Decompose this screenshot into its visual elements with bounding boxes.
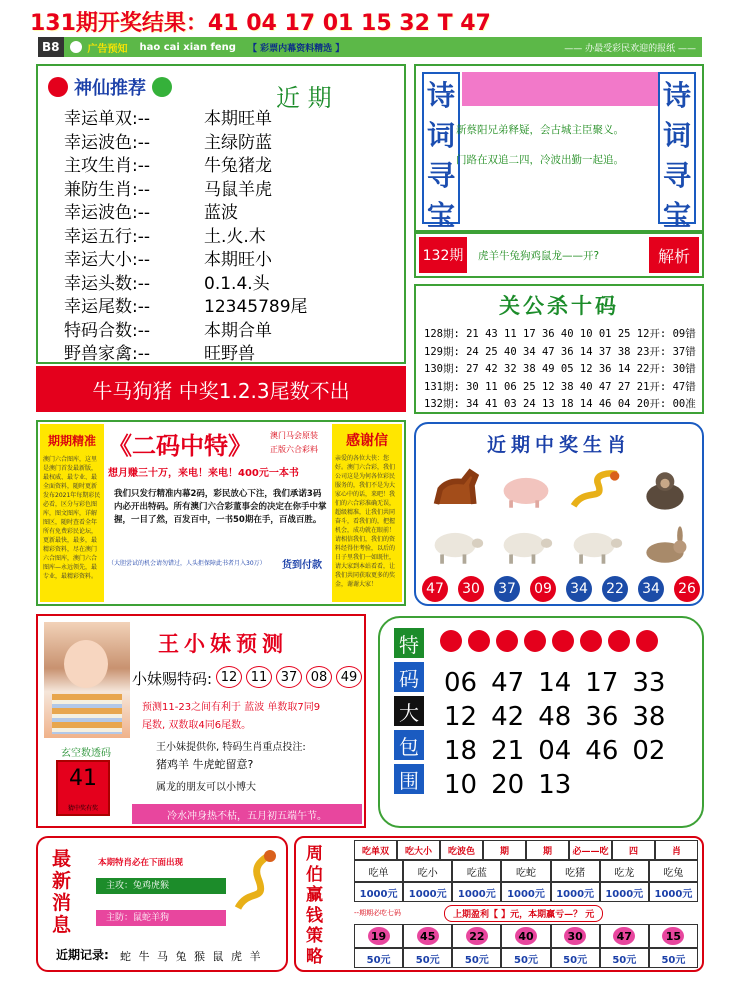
poem-line-2: 门路在双追二四，冷波出勤一起追。 — [456, 154, 624, 166]
section-select: 【 彩票内幕资料精选 】 — [247, 43, 345, 54]
wang-line-5: 属龙的朋友可以小博大 — [156, 782, 256, 793]
erma-body: 我们只发行精准内幕2码，彩民放心下注，我们承诺3码内必开出特码。所有澳门六合彩董事会的决定在你手中掌握，一目了然，百发百中，一书50期在手，百战百胜。 — [114, 489, 327, 525]
lucky-value: 本期合单 — [204, 320, 272, 341]
tema-row — [444, 770, 665, 804]
top-bar — [38, 37, 702, 57]
strategy-stake-cell: 50元 — [354, 948, 403, 968]
recent-ball: 09 — [530, 576, 556, 602]
kill-row: 132期: 34 41 03 24 13 18 14 46 04 20开: 00准 — [424, 398, 696, 410]
wang-label: 小妹赐特码: — [132, 670, 213, 688]
strategy-stake-cell: 50元 — [551, 948, 600, 968]
monkey-icon — [631, 462, 701, 518]
tema-num: 36 — [585, 702, 619, 732]
recent-ball: 34 — [566, 576, 592, 602]
wang-num: 49 — [336, 666, 362, 688]
strategy-bet-cell: 吃小 — [403, 860, 452, 882]
lucky-banner: 牛马狗猪 中奖1.2.3尾数不出 — [36, 366, 406, 412]
wang-line-4: 猪鸡羊 牛虎蛇留意? — [156, 758, 254, 771]
strategy-bet-cell: 吃单 — [354, 860, 403, 882]
strategy-amount-cell: 1000元 — [403, 882, 452, 902]
erma-foot: （大胆尝试的机会请勿错过，人头拒保障此书者月入30万） — [108, 560, 266, 567]
strategy-stake-cell: 50元 — [403, 948, 452, 968]
lucky-key: 主攻生肖:-- — [64, 156, 150, 176]
lucky-key: 特码合数:-- — [64, 320, 150, 341]
kill-row: 131期: 30 11 06 25 12 38 40 47 27 21开: 47错 — [424, 380, 696, 393]
wang-footer: 冷水冲身热不枯，五月初五端午节。 — [132, 804, 362, 824]
news-head: 本期特肖必在下面出现 — [98, 858, 184, 868]
strategy-stake-cell: 50元 — [452, 948, 501, 968]
tema-num: 48 — [538, 702, 572, 732]
avatar — [44, 622, 130, 738]
news-title-char: 最 — [52, 848, 72, 870]
slogan: —— 办最受彩民欢迎的报纸 —— — [564, 43, 696, 54]
strategy-profit: 上期盈利【 】元，本期赢亏—？ 元 — [444, 905, 603, 922]
strategy-head-cell: 吃大小 — [397, 840, 440, 860]
news-title-char: 消 — [52, 892, 72, 914]
issue-hint: 虎羊牛兔狗鸡鼠龙——开? — [478, 250, 600, 262]
shenxian-panel — [36, 64, 406, 364]
poem-line-1: 新蔡阳兄弟释疑，会古城主臣聚义。 — [456, 124, 624, 136]
wang-title: 王小妹预测 — [158, 632, 288, 656]
strategy-head-cell: 四 — [612, 840, 655, 860]
tema-num: 18 — [444, 736, 478, 766]
strategy-ball-cell — [600, 924, 649, 948]
strategy-stake-cell: 50元 — [501, 948, 550, 968]
tema-panel — [378, 616, 704, 828]
tema-num: 38 — [632, 702, 666, 732]
lucky-value: 0.1.4.头 — [204, 273, 270, 294]
lucky-row — [64, 179, 308, 203]
lucky-row — [64, 226, 308, 250]
strategy-amount-cell: 1000元 — [452, 882, 501, 902]
strategy-bet-cell: 吃蓝 — [452, 860, 501, 882]
lucky-key: 兼防生肖:-- — [64, 179, 150, 200]
rabbit-icon — [631, 518, 701, 574]
news-title-char: 息 — [52, 914, 72, 936]
red-dot-icon — [48, 77, 68, 97]
kill-ten-panel — [414, 284, 704, 414]
tema-num: 47 — [491, 668, 525, 698]
tema-side-char: 特 — [394, 628, 424, 658]
issue-badge: 132期 — [419, 237, 467, 273]
wang-line-3: 王小妹提供你, 特码生肖重点投注: — [156, 742, 306, 753]
lucky-value: 主绿防蓝 — [204, 132, 272, 153]
recent-ball: 22 — [602, 576, 628, 602]
wang-num: 12 — [216, 666, 242, 688]
strategy-side-char: 策 — [306, 926, 323, 946]
kill-rows — [424, 326, 696, 414]
lucky-key: 幸运尾数:-- — [64, 297, 150, 317]
strategy-head-cell: 必——吃 — [569, 840, 612, 860]
strategy-ball: 19 — [368, 927, 390, 945]
strategy-ball-cell — [452, 924, 501, 948]
strategy-amount-cell: 1000元 — [600, 882, 649, 902]
strategy-ball-cell — [501, 924, 550, 948]
tema-num: 20 — [491, 770, 525, 800]
issue-row — [414, 232, 704, 278]
tema-num: 04 — [538, 736, 572, 766]
lucky-row — [64, 155, 308, 179]
strategy-ball-cell — [403, 924, 452, 948]
strategy-head-cell: 吃单双 — [354, 840, 397, 860]
strategy-bet-cell: 吃蛇 — [501, 860, 550, 882]
green-dot-icon — [152, 77, 172, 97]
lucky-value: 牛兔猪龙 — [204, 156, 272, 176]
animal-grid — [422, 462, 700, 574]
recent-ball: 34 — [638, 576, 664, 602]
tema-side-char: 码 — [394, 662, 424, 692]
tema-num: 33 — [632, 668, 666, 698]
erma-slogan: 想月赚三十万，来电！来电！400元一本书 — [108, 468, 299, 479]
strategy-head-cell: 吃波色 — [440, 840, 483, 860]
tema-side-char: 包 — [394, 730, 424, 760]
lucky-value: 蓝波 — [204, 203, 238, 223]
tema-num: 17 — [585, 668, 619, 698]
lucky-key: 幸运波色:-- — [64, 203, 150, 223]
lucky-key: 幸运波色:-- — [64, 132, 150, 153]
tema-num: 42 — [491, 702, 525, 732]
strategy-hint: --期期必吃七码 — [354, 909, 402, 917]
erma-panel: 期期精准 澳门六合图库，这里是澳门首发最新版，最权威、最专业、最全面资料，随时更新发布2021年每期彩民必看，区分与彩色图库，图文图库，详解图区，随时查看全年所有免费彩民论坛，更新最快，最多，最精彩资料，尽在澳门六合图库，澳门六合图库—永远领先，最专业，最精彩资料。 《二码中特》 澳门马会原装 正版六合彩料 想月赚三十万，来电！来电！400元一本书 我们只发行精准内幕2码，彩民放心下注，我们承诺3码内必开出特码。所有澳门六合彩董事会的决定在你手中掌握，一目了然，百发百中，一书50期在手，百战百胜。 （大胆尝试的机会请勿错过，人头拒保障此书者月入30万） 货到付款 感谢信 亲爱的各位大侠：您好。澳门六合彩，我们公司这是为何各位彩民服务的，我们不是为大家心中的话，来吧！我们的六合彩准确无误，超级精准，让我们共同奋斗，看我们的，把握机会，成功就在眼前！请相信我们，我们的资料经得住考验，以后的日子里我们一如既往，请大家到本站看看，让我们共同获取更多的奖金，谢谢大家！ — [36, 420, 406, 606]
recent-animals-title: 近期中奖生肖 — [486, 434, 631, 456]
strategy-amount-cell: 1000元 — [354, 882, 403, 902]
recent-ball: 37 — [494, 576, 520, 602]
tema-num: 06 — [444, 668, 478, 698]
ball-row — [422, 576, 700, 602]
tema-num: 21 — [491, 736, 525, 766]
strategy-ball: 47 — [613, 927, 635, 945]
kill-row: 129期: 24 25 40 34 47 36 14 37 38 23开: 37错 — [424, 345, 696, 358]
tema-side — [394, 628, 424, 794]
dot-icon — [70, 41, 82, 53]
dragon-icon — [561, 462, 631, 518]
lucky-key: 幸运五行:-- — [64, 226, 150, 247]
draw-result-title: 131期开奖结果：41 04 17 01 15 32 T 47 — [30, 11, 491, 36]
strategy-ball: 30 — [564, 927, 586, 945]
lucky-row — [64, 202, 308, 226]
recent-ball: 26 — [674, 576, 700, 602]
erma-right-col: 感谢信 亲爱的各位大侠：您好。澳门六合彩，我们公司这是为何各位彩民服务的，我们不是为大家心中的话，来吧！我们的六合彩准确无误，超级精准，让我们共同奋斗，看我们的，把握机会，成功就在眼前！请相信我们，我们的资料经得住考验，以后的日子里我们一如既往，请大家到本站看看，让我们共同获取更多的奖金，谢谢大家！ — [332, 424, 402, 602]
strategy-ball-cell — [649, 924, 698, 948]
lucky-value: 旺野兽 — [204, 344, 255, 364]
strategy-head-cell: 期 — [483, 840, 526, 860]
lucky-value: 本期旺单 — [204, 109, 272, 129]
news-title — [52, 848, 71, 936]
news-title-char: 新 — [52, 870, 72, 892]
lucky-list — [64, 108, 308, 367]
poem-left-column: 诗 词 寻 宝 — [422, 72, 460, 224]
strategy-stake-cell: 50元 — [600, 948, 649, 968]
strategy-side-char: 周 — [306, 844, 323, 864]
lucky-row — [64, 132, 308, 156]
news-recent-label: 近期记录: — [56, 948, 109, 962]
horse-icon — [422, 462, 492, 518]
lucky-row — [64, 249, 308, 273]
lucky-row — [64, 320, 308, 344]
wang-panel — [36, 614, 366, 828]
lucky-value: 12345789尾 — [204, 297, 308, 317]
dragon-icon — [228, 848, 280, 920]
strategy-ball: 45 — [417, 927, 439, 945]
strategy-panel — [294, 836, 704, 972]
wang-line-2: 尾数, 双数取4同6尾数。 — [142, 720, 252, 731]
section-label: 广告预知 — [87, 43, 128, 55]
recent-ball: 47 — [422, 576, 448, 602]
erma-buy: 货到付款 — [282, 560, 322, 571]
strategy-bet-cell: 吃猪 — [551, 860, 600, 882]
strategy-side — [306, 844, 323, 967]
shenxian-title: 神仙推荐 — [74, 78, 146, 99]
page-badge: B8 — [38, 37, 64, 57]
tema-row — [444, 702, 665, 736]
tema-row — [444, 736, 665, 770]
strategy-head-cell: 肖 — [655, 840, 698, 860]
strategy-table — [354, 840, 698, 968]
strategy-ball: 22 — [466, 927, 488, 945]
tema-num: 13 — [538, 770, 572, 800]
poem-panel — [414, 64, 704, 232]
lucky-row — [64, 296, 308, 320]
lucky-value: 本期旺小 — [204, 250, 272, 270]
strategy-amount-cell: 1000元 — [551, 882, 600, 902]
tema-row — [444, 668, 665, 702]
pig-icon — [492, 462, 562, 518]
news-fang: 主防：鼠蛇羊狗 — [96, 910, 226, 926]
lucky-row — [64, 273, 308, 297]
tema-num: 46 — [585, 736, 619, 766]
strategy-side-char: 伯 — [306, 864, 323, 885]
lucky-key: 野兽家禽:-- — [64, 344, 150, 364]
wang-num: 11 — [246, 666, 272, 688]
lucky-value: 马鼠羊虎 — [204, 179, 272, 200]
recent-ball: 30 — [458, 576, 484, 602]
tema-num: 14 — [538, 668, 572, 698]
tema-dots — [440, 630, 658, 652]
wang-num: 37 — [276, 666, 302, 688]
erma-left-col: 期期精准 澳门六合图库，这里是澳门首发最新版，最权威、最专业、最全面资料，随时更新发布2021年每期彩民必看，区分与彩色图库，图文图库，详解图区，随时查看全年所有免费彩民论坛，更新最快，最多，最精彩资料，尽在澳门六合图库，澳门六合图库—永远领先，最专业，最精彩资料。 — [40, 424, 104, 602]
lucky-key: 幸运大小:-- — [64, 250, 150, 270]
tema-side-char: 围 — [394, 764, 424, 794]
lucky-key: 幸运单双:-- — [64, 109, 150, 129]
recent-label: 近 期 — [276, 84, 332, 112]
code-box: 41 猜中奖有奖 — [56, 760, 110, 816]
wang-nums — [216, 666, 362, 688]
strategy-head-cell: 期 — [526, 840, 569, 860]
code-label: 玄空数透码 — [61, 748, 111, 759]
strategy-ball-cell — [551, 924, 600, 948]
lucky-row — [64, 108, 308, 132]
tema-num: 12 — [444, 702, 478, 732]
tema-nums — [444, 668, 665, 804]
jiexi-badge: 解析 — [649, 237, 699, 273]
tema-num: 02 — [632, 736, 666, 766]
lucky-row — [64, 343, 308, 367]
news-panel — [36, 836, 288, 972]
lucky-key: 幸运头数:-- — [64, 273, 150, 294]
strategy-side-char: 钱 — [306, 905, 323, 926]
strategy-ball: 15 — [662, 927, 684, 945]
strategy-amount-cell: 1000元 — [501, 882, 550, 902]
news-recent: 蛇 牛 马 兔 猴 鼠 虎 羊 — [120, 950, 263, 963]
strategy-side-char: 略 — [306, 946, 323, 967]
strategy-stake-cell: 50元 — [649, 948, 698, 968]
wang-line-1: 预测11-23之间有利于 蓝波 单数取7同9 — [142, 702, 321, 713]
erma-title: 《二码中特》 — [108, 432, 252, 460]
kill-ten-title: 关公杀十码 — [499, 294, 619, 318]
strategy-bet-cell: 吃兔 — [649, 860, 698, 882]
lucky-value: 土.火.木 — [204, 226, 266, 247]
poem-right-column: 诗 词 寻 宝 — [658, 72, 696, 224]
strategy-bet-cell: 吃龙 — [600, 860, 649, 882]
wang-num: 08 — [306, 666, 332, 688]
kill-row: 130期: 27 42 32 38 49 05 12 36 14 22开: 30错 — [424, 363, 696, 375]
pink-banner — [462, 72, 658, 106]
section-pinyin: hao cai xian feng — [139, 41, 236, 53]
sheep-icon — [422, 518, 492, 574]
strategy-ball: 40 — [515, 927, 537, 945]
strategy-amount-cell: 1000元 — [649, 882, 698, 902]
sheep-icon — [561, 518, 631, 574]
strategy-side-char: 赢 — [306, 885, 323, 905]
tema-num: 10 — [444, 770, 478, 800]
strategy-ball-cell — [354, 924, 403, 948]
sheep-icon — [492, 518, 562, 574]
news-zhu: 主攻：兔鸡虎猴 — [96, 878, 226, 894]
recent-animals-panel — [414, 422, 704, 606]
tema-side-char: 大 — [394, 696, 424, 726]
kill-row: 128期: 21 43 11 17 36 40 10 01 25 12开: 09错 — [424, 328, 696, 340]
